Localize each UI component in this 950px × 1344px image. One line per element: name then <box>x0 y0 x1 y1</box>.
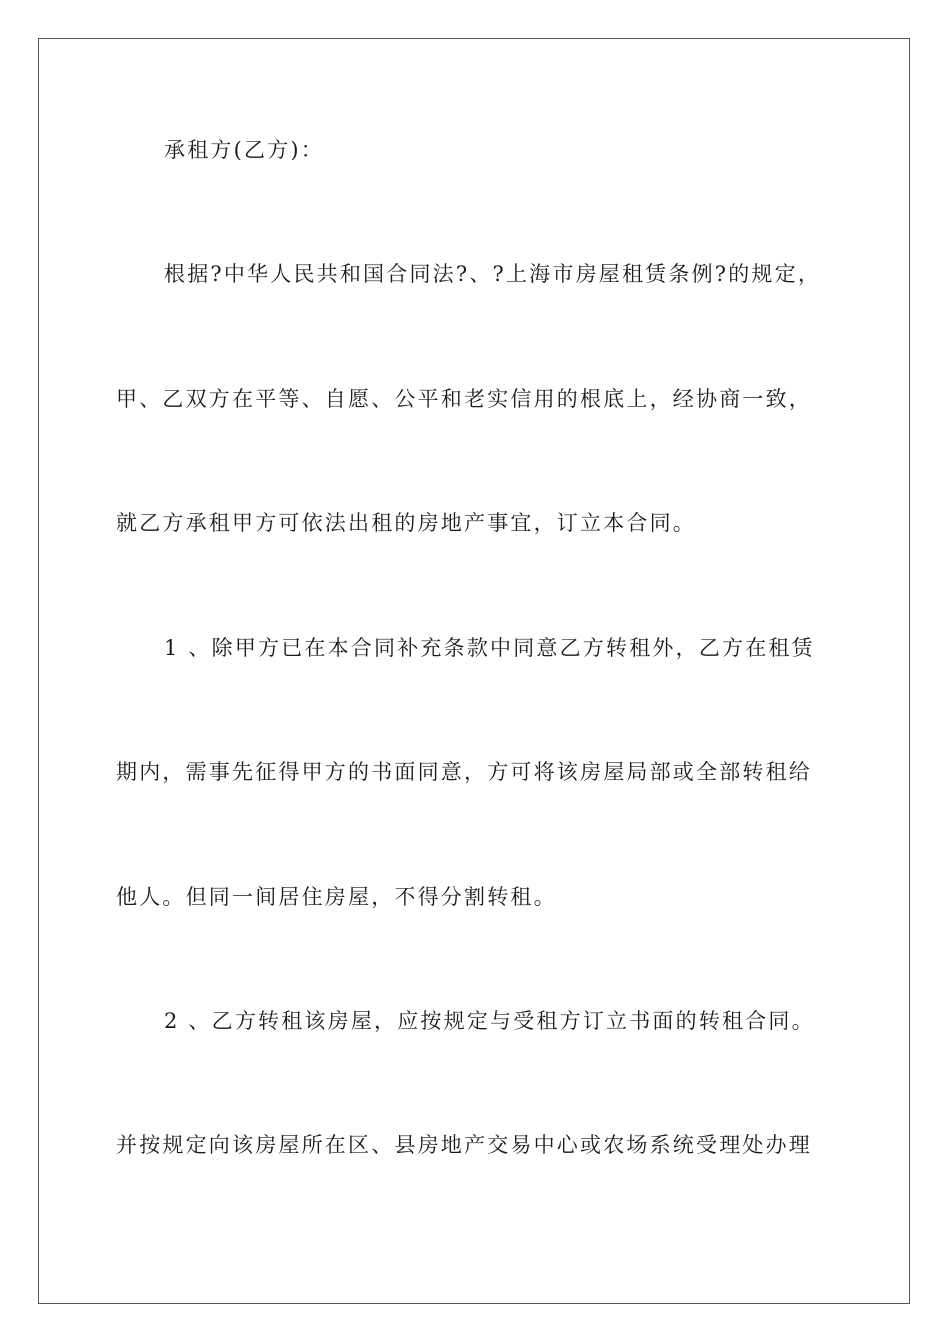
clause-1-line: 1 、除甲方已在本合同补充条款中同意乙方转租外，乙方在租赁 <box>164 636 815 660</box>
clause-1-line: 期内，需事先征得甲方的书面同意，方可将该房屋局部或全部转租给 <box>116 760 812 784</box>
lessee-label: 承租方(乙方)： <box>164 138 324 162</box>
clause-2-line: 2 、乙方转租该房屋，应按规定与受租方订立书面的转租合同。 <box>164 1009 815 1033</box>
clause-2-line: 并按规定向该房屋所在区、县房地产交易中心或农场系统受理处办理 <box>116 1133 812 1157</box>
clause-1-line: 他人。但同一间居住房屋，不得分割转租。 <box>116 885 557 909</box>
paragraph-line: 甲、乙双方在平等、自愿、公平和老实信用的根底上，经协商一致， <box>116 387 812 411</box>
paragraph-line: 根据?中华人民共和国合同法?、?上海市房屋租赁条例?的规定， <box>164 262 822 286</box>
page-border <box>38 38 910 1304</box>
paragraph-line: 就乙方承租甲方可依法出租的房地产事宜，订立本合同。 <box>116 511 696 535</box>
